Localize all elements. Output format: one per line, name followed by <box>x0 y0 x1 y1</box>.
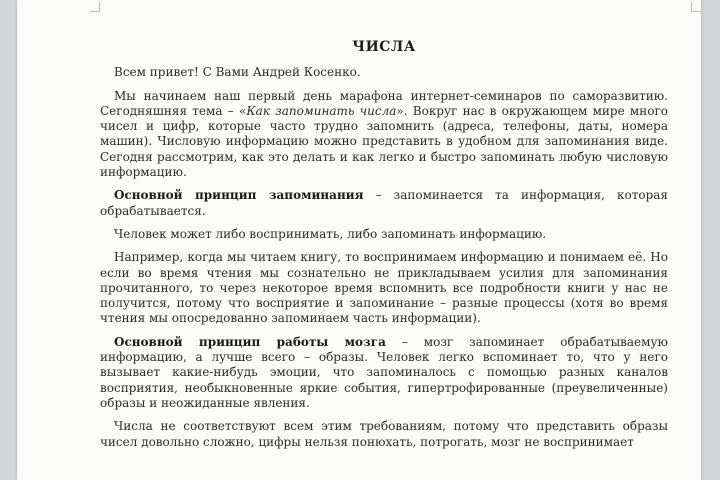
margin-corner-mark-right <box>691 2 701 12</box>
intro-paragraph <box>100 89 668 181</box>
margin-corner-mark-left <box>90 2 100 12</box>
document-body <box>100 40 668 458</box>
memory-principle-paragraph <box>100 188 668 219</box>
perception-paragraph: Человек может либо воспринимать, либо запоминать информацию. <box>114 226 547 241</box>
brain-principle-text: – мозг запоминает обрабатываемую информацию, а лучше всего – образы. Человек легко вспоминает то, что у него вызывает какие-нибудь эмоции, что запоминалось с помощью разных каналов восприятия, необыкновенные яркие события, гипертрофированные (преувеличенные) образы и неожиданные явления. <box>100 334 668 410</box>
memory-principle-heading: Основной принцип запоминания <box>114 188 364 203</box>
brain-principle-paragraph <box>100 335 668 411</box>
numbers-paragraph: Числа не соответствуют всем этим требованиям, потому что представить образы чисел довольно сложно, цифры нельзя понюхать, потрогать, мозг не воспринимает <box>100 419 668 449</box>
greeting-paragraph: Всем привет! С Вами Андрей Косенко. <box>114 65 361 80</box>
reading-example-paragraph: Например, когда мы читаем книгу, то воспринимаем информацию и понимаем её. Но если во время чтения мы сознательно не прикладываем усилия для запоминания прочитанного, то через некоторое время вспомнить все подробности книги у нас не получится, потому что восприятие и запоминание – разные процессы (хотя во время чтения мы опосредованно запоминаем часть информации). <box>100 250 668 326</box>
intro-text-start: Мы начинаем наш первый день марафона интернет-семинаров по саморазвитию. Сегодняшняя тема – « <box>100 88 668 118</box>
memory-principle-text: – запоминается та информация, которая обрабатывается. <box>100 188 668 218</box>
topic-italic: Как запоминать числа <box>246 103 397 118</box>
document-page <box>17 0 701 480</box>
intro-text-end: ». Вокруг нас в окружающем мире много чисел и цифр, которые часто трудно запомнить (адреса, телефоны, даты, номера машин). Числовую информацию можно представить в удобном для запоминания виде. Сегодня рассмотрим, как это делать и как легко и быстро запоминать любую числовую информацию. <box>100 103 668 180</box>
brain-principle-heading: Основной принцип работы мозга <box>114 334 386 349</box>
document-title: ЧИСЛА <box>352 39 416 55</box>
